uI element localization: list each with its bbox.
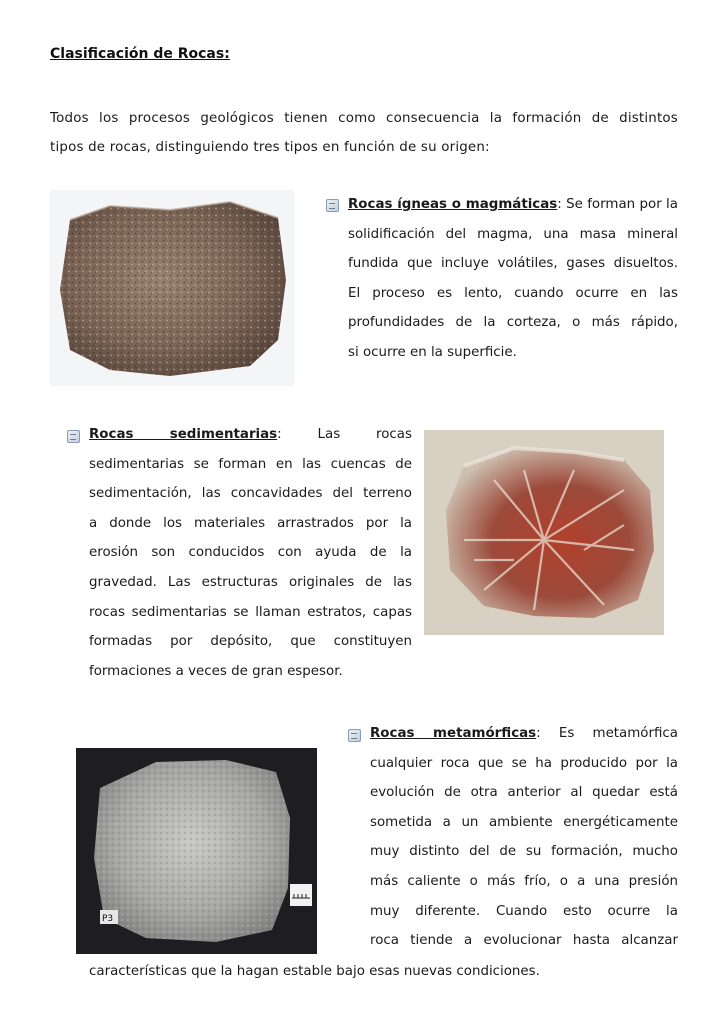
intro-paragraph <box>50 104 678 162</box>
metamorphic-rock-image <box>76 748 317 954</box>
igneous-description: Rocas ígneas o magmáticas: Se forman por la solidificación del magma, una masa mineral fundida que incluye volátiles, gases disueltos. El proceso es lento, cuando ocurre en las profundidades de la corteza, o más rápido, si ocurre en la superficie. <box>348 197 678 360</box>
metamorphic-description: Rocas metamórficas: Es metamórfica cualquier roca que se ha producido por la evolución de otra anterior al quedar está sometida a un ambiente energéticamente muy distinto del de su formación, mucho más caliente o más frío, o a una presión muy diferente. Cuando esto ocurre la roca tiende a evolucionar hasta alcanzar <box>370 726 679 949</box>
igneous-rock-image <box>50 190 294 386</box>
bullet-icon <box>326 199 339 212</box>
photo-tag: P3 <box>102 914 114 924</box>
bullet-icon <box>348 729 361 742</box>
igneous-term: Rocas ígneas o magmáticas <box>348 197 558 212</box>
bullet-icon <box>67 430 80 443</box>
metamorphic-last-line: características que la hagan estable bajo esas nuevas condiciones. <box>89 964 540 979</box>
metamorphic-term: Rocas metamórficas <box>370 726 537 741</box>
page-title: Clasificación de Rocas: <box>50 46 230 62</box>
intro-line-2: tipos de rocas, distinguiendo tres tipos en función de su origen: <box>50 140 490 155</box>
sedimentary-description: Rocas sedimentarias: Las rocas sedimentarias se forman en las cuencas de sedimentación, las concavidades del terreno a donde los materiales arrastrados por la erosión son conducidos con ayuda de la gravedad. Las estructuras originales de las rocas sedimentarias se llaman estratos, capas formadas por depósito, que constituyen formaciones a veces de gran espesor. <box>89 427 412 679</box>
intro-line-1: Todos los procesos geológicos tienen como consecuencia la formación de distintos <box>50 111 678 126</box>
sedimentary-rock-image <box>424 430 664 635</box>
sedimentary-term: Rocas sedimentarias <box>89 427 278 442</box>
